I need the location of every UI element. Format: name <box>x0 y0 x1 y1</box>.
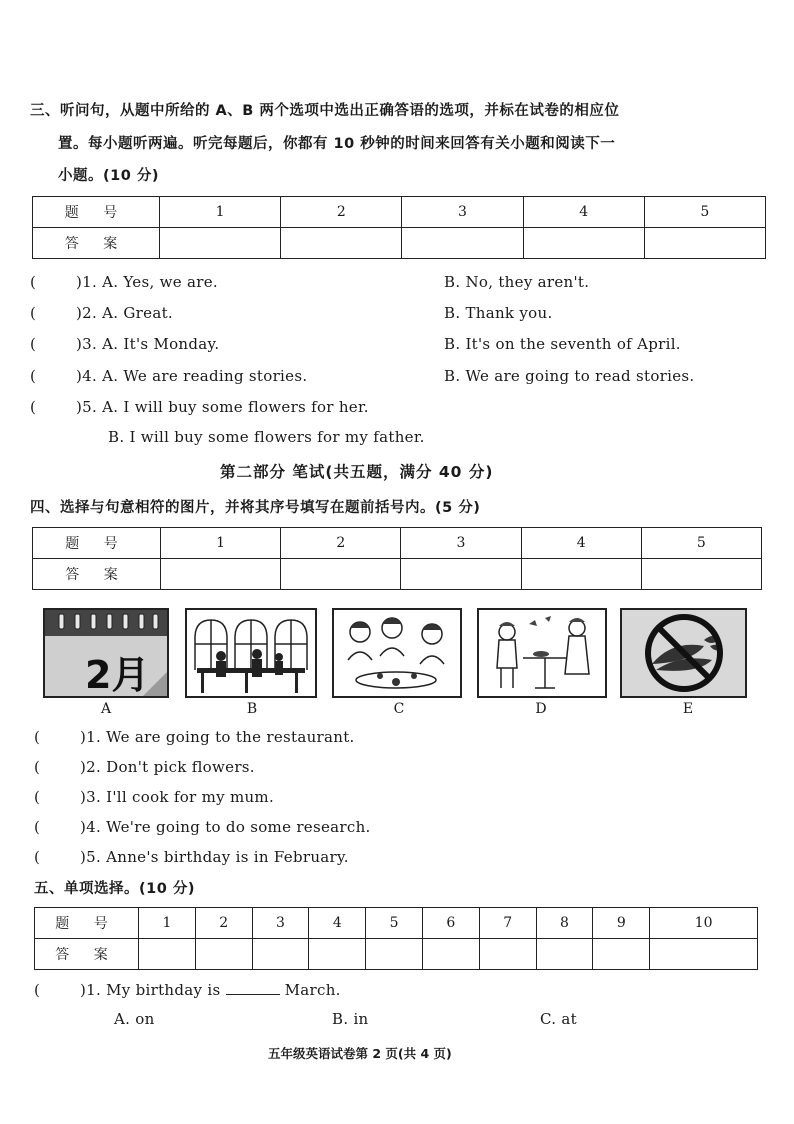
choice-option-a: A. on <box>114 1010 155 1028</box>
answer-cell[interactable] <box>402 228 523 259</box>
question-option-b: B. Thank you. <box>444 304 553 322</box>
answer-cell[interactable] <box>195 939 252 970</box>
table-number-cell: 7 <box>479 908 536 939</box>
answer-cell[interactable] <box>536 939 593 970</box>
answer-cell[interactable] <box>479 939 536 970</box>
part2-title: 第二部分 笔试(共五题，满分 40 分) <box>220 463 494 481</box>
question-option-a: )2. A. Great. <box>76 304 173 322</box>
answer-paren[interactable]: ( <box>34 728 41 746</box>
table-number-cell: 1 <box>139 908 196 939</box>
question-text-after: March. <box>284 981 341 999</box>
answer-cell[interactable] <box>161 559 281 590</box>
picture-label-b: B <box>246 701 258 717</box>
table-number-cell: 4 <box>523 197 644 228</box>
table-number-cell: 3 <box>252 908 309 939</box>
table-number-cell: 5 <box>644 197 765 228</box>
table-number-cell: 3 <box>401 528 521 559</box>
table-number-cell: 1 <box>160 197 281 228</box>
answer-cell[interactable] <box>650 939 758 970</box>
question-option-b: B. I will buy some flowers for my father. <box>108 428 425 446</box>
question-option-a: )3. A. It's Monday. <box>76 335 220 353</box>
answer-cell[interactable] <box>366 939 423 970</box>
section3-heading-line3: 小题。(10 分) <box>58 168 159 184</box>
answer-paren[interactable]: ( <box>34 981 41 999</box>
question-item <box>34 981 341 999</box>
answer-cell[interactable] <box>252 939 309 970</box>
answer-cell[interactable] <box>160 228 281 259</box>
answer-cell[interactable] <box>281 559 401 590</box>
answer-cell[interactable] <box>401 559 521 590</box>
section4-answer-table <box>32 527 762 590</box>
question-option-b: B. It's on the seventh of April. <box>444 335 681 353</box>
question-item <box>34 818 371 836</box>
question-item <box>34 728 355 746</box>
section4-heading: 四、选择与句意相符的图片，并将其序号填写在题前括号内。(5 分) <box>30 500 481 516</box>
question-item <box>34 788 274 806</box>
question-item <box>30 273 218 291</box>
page-footer: 五年级英语试卷第 2 页(共 4 页) <box>268 1046 452 1061</box>
table-number-cell: 2 <box>281 528 401 559</box>
question-text: )1. We are going to the restaurant. <box>80 728 355 746</box>
answer-paren[interactable]: ( <box>34 758 41 776</box>
answer-paren[interactable]: ( <box>30 398 37 416</box>
children-research-icon <box>332 608 462 698</box>
answer-paren[interactable]: ( <box>30 335 37 353</box>
answer-cell[interactable] <box>644 228 765 259</box>
table-number-cell: 4 <box>309 908 366 939</box>
answer-cell[interactable] <box>281 228 402 259</box>
answer-paren[interactable]: ( <box>30 304 37 322</box>
table-number-cell: 6 <box>422 908 479 939</box>
table-number-cell: 5 <box>641 528 761 559</box>
table-row-label: 题 号 <box>35 908 139 939</box>
no-picking-flowers-sign-icon <box>620 608 747 698</box>
question-item <box>30 398 369 416</box>
answer-cell[interactable] <box>641 559 761 590</box>
question-option-b: B. We are going to read stories. <box>444 367 695 385</box>
table-number-cell: 2 <box>281 197 402 228</box>
section5-answer-table <box>34 907 758 970</box>
question-item <box>34 848 349 866</box>
answer-paren[interactable]: ( <box>30 367 37 385</box>
picture-label-d: D <box>535 701 547 717</box>
answer-cell[interactable] <box>309 939 366 970</box>
choice-option-b: B. in <box>332 1010 369 1028</box>
table-row-label: 答 案 <box>33 228 160 259</box>
section3-answer-table <box>32 196 766 259</box>
question-item <box>34 758 255 776</box>
table-number-cell: 8 <box>536 908 593 939</box>
question-text: )2. Don't pick flowers. <box>80 758 255 776</box>
answer-paren[interactable]: ( <box>34 788 41 806</box>
question-text: )3. I'll cook for my mum. <box>80 788 275 806</box>
question-option-a: )1. A. Yes, we are. <box>76 273 218 291</box>
table-number-cell: 1 <box>161 528 281 559</box>
table-number-cell: 4 <box>521 528 641 559</box>
section5-heading: 五、单项选择。(10 分) <box>34 881 195 897</box>
cooking-scene-icon <box>477 608 607 698</box>
question-text-before: )1. My birthday is <box>80 981 221 999</box>
question-item <box>30 367 307 385</box>
answer-cell[interactable] <box>523 228 644 259</box>
picture-label-e: E <box>682 701 694 717</box>
table-number-cell: 2 <box>195 908 252 939</box>
answer-cell[interactable] <box>521 559 641 590</box>
answer-cell[interactable] <box>139 939 196 970</box>
answer-paren[interactable]: ( <box>30 273 37 291</box>
table-row-label: 答 案 <box>35 939 139 970</box>
answer-cell[interactable] <box>593 939 650 970</box>
calendar-february-icon <box>43 608 169 698</box>
table-number-cell: 5 <box>366 908 423 939</box>
question-option-a: )4. A. We are reading stories. <box>76 367 308 385</box>
section3-heading-line1: 三、听问句，从题中所给的 A、B 两个选项中选出正确答语的选项，并标在试卷的相应位 <box>30 103 620 119</box>
question-item <box>30 304 173 322</box>
picture-label-c: C <box>393 701 405 717</box>
fill-in-blank[interactable] <box>226 981 280 995</box>
table-row-label: 题 号 <box>33 197 160 228</box>
question-text: )4. We're going to do some research. <box>80 818 371 836</box>
answer-paren[interactable]: ( <box>34 818 41 836</box>
question-option-b: B. No, they aren't. <box>444 273 590 291</box>
section3-heading-line2: 置。每小题听两遍。听完每题后，你都有 10 秒钟的时间来回答有关小题和阅读下一 <box>58 136 616 152</box>
question-option-a: )5. A. I will buy some flowers for her. <box>76 398 369 416</box>
calendar-month-text: 2月 <box>85 653 150 697</box>
choice-option-c: C. at <box>540 1010 577 1028</box>
restaurant-scene-icon <box>185 608 317 698</box>
table-row-label: 题 号 <box>33 528 161 559</box>
answer-cell[interactable] <box>422 939 479 970</box>
question-text: )5. Anne's birthday is in February. <box>80 848 349 866</box>
table-number-cell: 3 <box>402 197 523 228</box>
table-row-label: 答 案 <box>33 559 161 590</box>
table-number-cell: 9 <box>593 908 650 939</box>
question-item <box>30 335 219 353</box>
table-number-cell: 10 <box>650 908 758 939</box>
picture-label-a: A <box>100 701 112 717</box>
answer-paren[interactable]: ( <box>34 848 41 866</box>
